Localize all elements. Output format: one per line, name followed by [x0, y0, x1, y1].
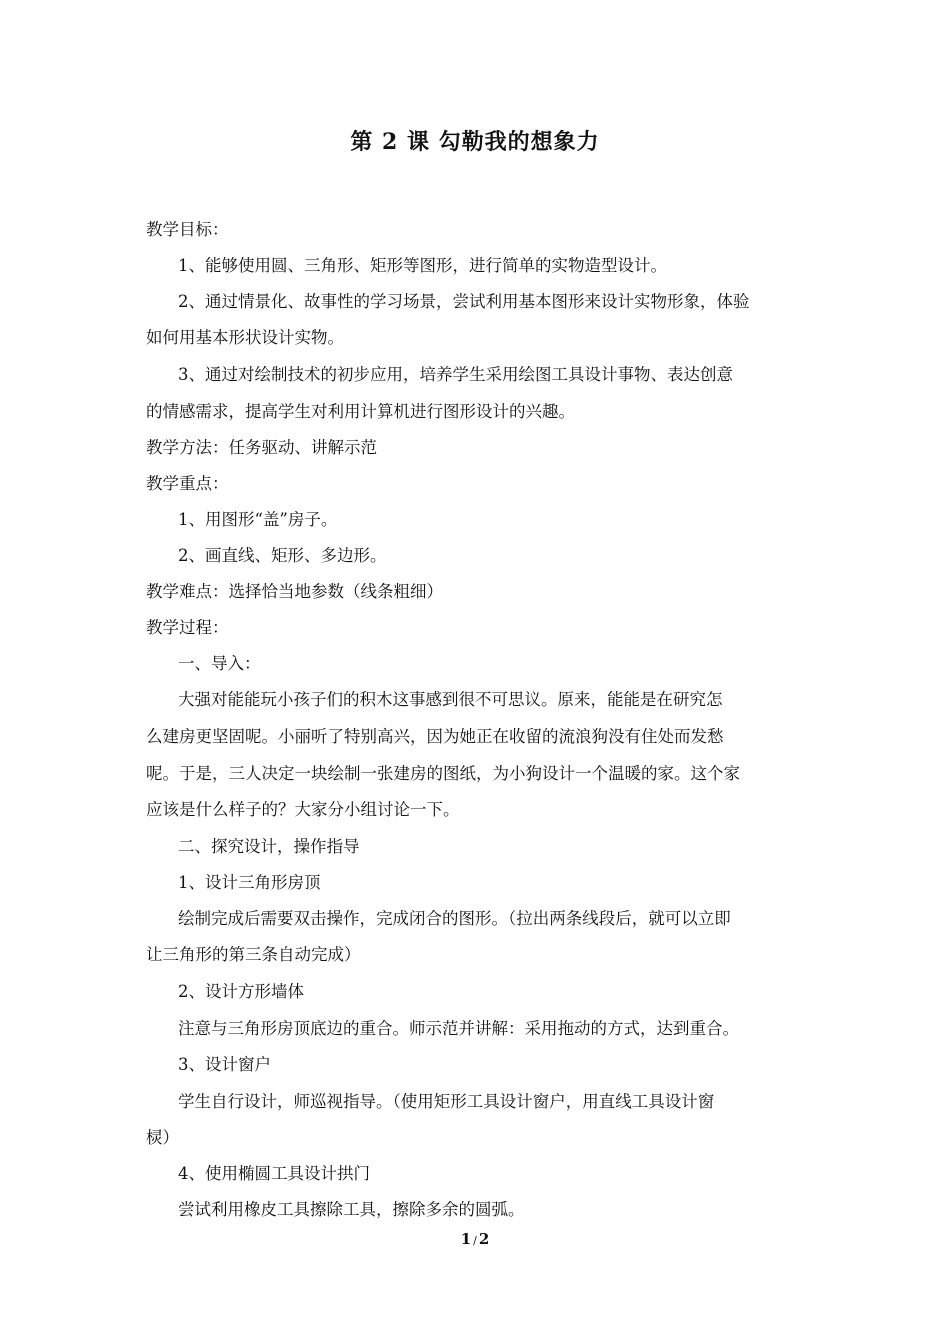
lesson-title: 第 2 课 勾勒我的想象力: [350, 129, 600, 155]
task-1-heading: 1、设计三角形房顶: [178, 873, 321, 892]
task-3-heading: 3、设计窗户: [178, 1055, 271, 1074]
intro-paragraph-line-1: 大强对能能玩小孩子们的积木这事感到很不可思议。原来，能能是在研究怎: [178, 690, 723, 709]
section-heading-key-points: 教学重点：: [146, 474, 229, 493]
intro-paragraph-line-2: 么建房更坚固呢。小丽听了特别高兴，因为她正在收留的流浪狗没有住处而发愁: [146, 727, 724, 746]
objective-3-line-2: 的情感需求，提高学生对利用计算机进行图形设计的兴趣。: [146, 402, 575, 421]
objective-2-line-1: 2、通过情景化、故事性的学习场景，尝试利用基本图形来设计实物形象，体验: [178, 292, 750, 311]
key-point-2: 2、画直线、矩形、多边形。: [178, 546, 387, 565]
teaching-method: 教学方法：任务驱动、讲解示范: [146, 438, 377, 457]
section-heading-objectives: 教学目标：: [146, 220, 229, 239]
task-2-text: 注意与三角形房顶底边的重合。师示范并讲解：采用拖动的方式，达到重合。: [178, 1019, 739, 1038]
page-total: 2: [478, 1230, 490, 1248]
intro-paragraph-line-4: 应该是什么样子的？大家分小组讨论一下。: [146, 800, 460, 819]
difficult-points: 教学难点：选择恰当地参数（线条粗细）: [146, 582, 443, 601]
section-heading-process: 教学过程：: [146, 618, 229, 637]
intro-paragraph-line-3: 呢。于是，三人决定一块绘制一张建房的图纸，为小狗设计一个温暖的家。这个家: [146, 764, 740, 783]
step-2-heading: 二、探究设计，操作指导: [178, 837, 360, 856]
task-1-text-line-1: 绘制完成后需要双击操作，完成闭合的图形。（拉出两条线段后，就可以立即: [178, 909, 731, 928]
step-1-heading: 一、导入：: [178, 654, 261, 673]
task-4-text: 尝试利用橡皮工具擦除工具，擦除多余的圆弧。: [178, 1200, 525, 1219]
page-current: 1: [460, 1230, 472, 1248]
task-2-heading: 2、设计方形墙体: [178, 982, 304, 1001]
task-3-text-line-2: 棂）: [146, 1128, 179, 1147]
page-number: [0, 1228, 950, 1252]
page-separator: /: [473, 1234, 477, 1247]
key-point-1: 1、用图形“盖”房子。: [178, 510, 338, 529]
task-4-heading: 4、使用椭圆工具设计拱门: [178, 1164, 370, 1183]
objective-3-line-1: 3、通过对绘制技术的初步应用，培养学生采用绘图工具设计事物、表达创意: [178, 365, 733, 384]
task-3-text-line-1: 学生自行设计，师巡视指导。（使用矩形工具设计窗户，用直线工具设计窗: [178, 1092, 715, 1111]
task-1-text-line-2: 让三角形的第三条自动完成）: [146, 945, 361, 964]
objective-2-line-2: 如何用基本形状设计实物。: [146, 328, 344, 347]
objective-1: 1、能够使用圆、三角形、矩形等图形，进行简单的实物造型设计。: [178, 256, 667, 275]
